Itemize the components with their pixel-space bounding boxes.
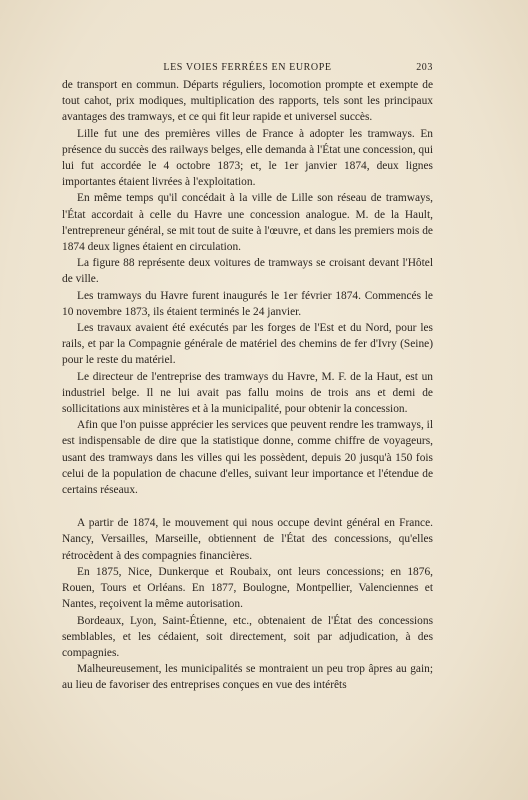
paragraph: Le directeur de l'entreprise des tramways du Havre, M. F. de la Haut, est un industriel belge. Il ne lui avait pas fallu moins de trois ans et demi de sollicitations aux ministères et à la municipalité, pour obtenir la concession. (62, 370, 433, 416)
paragraph: Afin que l'on puisse apprécier les services que peuvent rendre les tramways, il est indispensable de dire que la statistique donne, comme chiffre de voyageurs, usant des tramways dans les villes qui les possèdent, depuis 20 jusqu'à 150 fois celui de la population de chacune d'elles, suivant leur importance et l'étendue de certains réseaux. (62, 419, 433, 497)
paragraph: En même temps qu'il concédait à la ville de Lille son réseau de tramways, l'État accordait à celle du Havre une concession analogue. M. de la Hault, l'entrepreneur général, se mit tout de suite à l'œuvre, et dans les premiers mois de 1874 deux lignes étaient en circulation. (62, 192, 433, 254)
paragraph: Les travaux avaient été exécutés par les forges de l'Est et du Nord, pour les rails, et par la Compagnie générale de matériel des chemins de fer d'Ivry (Seine) pour le reste du matériel. (62, 322, 433, 367)
section-break (62, 498, 433, 515)
paragraph: En 1875, Nice, Dunkerque et Roubaix, ont leurs concessions; en 1876, Rouen, Tours et Orléans. En 1877, Boulogne, Montpellier, Valenciennes et Nantes, reçoivent la même autorisation. (62, 565, 433, 611)
paragraph: La figure 88 représente deux voitures de tramways se croisant devant l'Hôtel de ville. (62, 257, 433, 286)
paragraph: Les tramways du Havre furent inaugurés le 1er février 1874. Commencés le 10 novembre 1873, ils étaient terminés le 24 janvier. (62, 289, 433, 318)
paragraph: de transport en commun. Départs réguliers, locomotion prompte et exempte de tout cahot, prix modiques, multiplication des rapports, tels sont les principaux avantages des tramways, et ce qui fit leur rapide et universel succès. (62, 79, 433, 124)
body-text (62, 77, 433, 694)
paragraph: Malheureusement, les municipalités se montraient un peu trop âpres au gain; au lieu de favoriser des entreprises conçues en vue des intérêts (62, 663, 433, 692)
paragraph: A partir de 1874, le mouvement qui nous occupe devint général en France. Nancy, Versailles, Marseille, obtiennent de l'État des concessions, qu'elles rétrocèdent à des compagnies financières. (62, 517, 433, 562)
paragraph: Lille fut une des premières villes de France à adopter les tramways. En présence du succès des railways belges, elle demanda à l'État une concession, qui lui fut accordée le 4 octobre 1873; et, le 1er janvier 1874, deux lignes importantes étaient livrées à l'exploitation. (62, 127, 433, 189)
paragraph: Bordeaux, Lyon, Saint-Étienne, etc., obtenaient de l'État des concessions semblables, et les cédaient, soit directement, soit par adjudication, à des compagnies. (62, 614, 433, 659)
page-number: 203 (416, 62, 433, 73)
running-title: LES VOIES FERRÉES EN EUROPE (163, 62, 332, 73)
